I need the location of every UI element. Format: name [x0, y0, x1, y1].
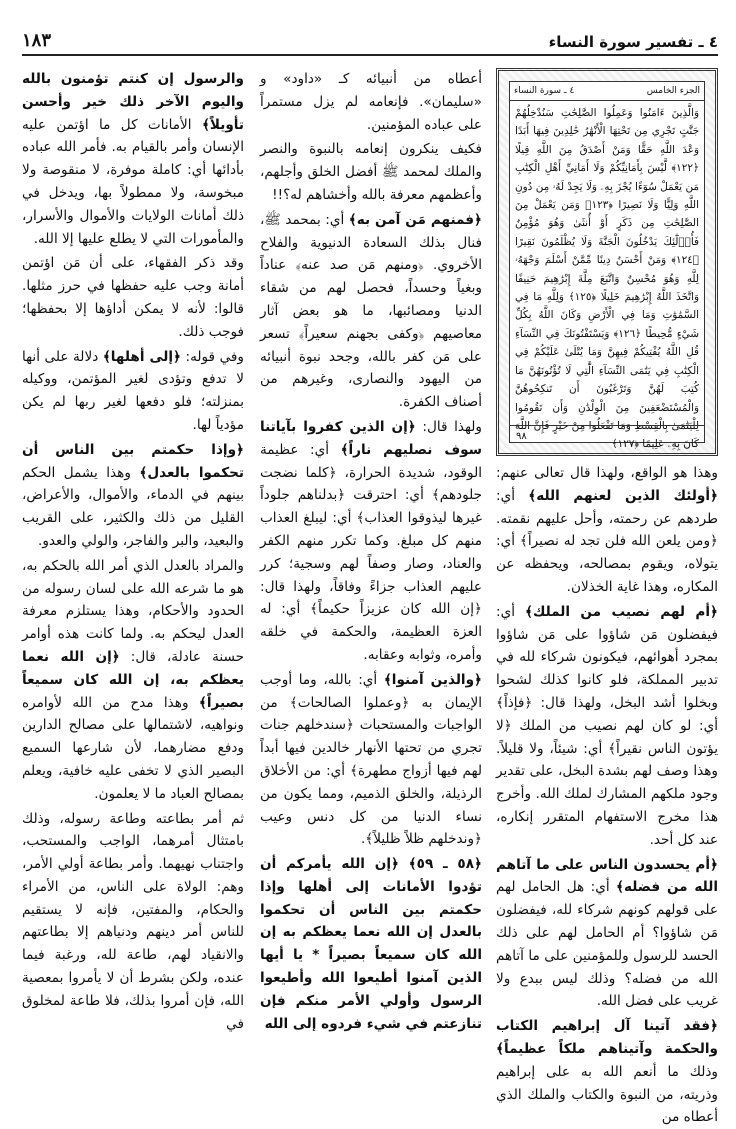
- quran-quote: ﴿٥٨ ـ ٥٩﴾ ﴿إن الله يأمركم أن تؤدوا الأمانات إلى أهلها وإذا حكمتم بين الناس أن تحكموا بالعدل إن الله نعما يعظكم به إن الله كان سميعاً بصيراً * يا أيها الذين آمنوا أطيعوا الله وأطيعوا الرسول وأولي الأمر منكم فإن تنازعتم في شيء فردوه إلى الله: [260, 856, 482, 1032]
- column-middle-text: [260, 68, 482, 1035]
- commentary-text: دلالة على أنها لا تدفع وتؤدى لغير المؤتمن، ووكيله بمنزلته؛ فلو دفعها لغير ربها لم يكن مؤدياً لها.: [22, 348, 244, 433]
- commentary-text: وقد ذكر الفقهاء، على أن مَن اؤتمن أمانة وجب عليه حفظها في حرز مثلها. قالوا: لأنه لا يمكن أداؤها إلا بحفظها؛ فوجب ذلك.: [22, 255, 244, 340]
- quran-quote: ﴿إن الله نعما يعظكم به، إن الله كان سميعاً بصيراً﴾: [22, 648, 244, 711]
- quran-quote: ﴿أم لهم نصيب من الملك﴾: [524, 603, 718, 620]
- quran-quote: ﴿وإذا حكمتم بين الناس أن تحكموا بالعدل﴾: [22, 441, 244, 481]
- paragraph: [496, 854, 718, 1014]
- commentary-text: أي: عظيمة الوقود، شديدة الحرارة، ﴿كلما نضجت جلودهم﴾ أي: احترقت ﴿بدلناهم جلوداً غيرها ليذوقوا العذاب﴾ أي: ليبلغ العذاب منهم كل مبلغ. وكما تكرر منهم الكفر والعناد، وصار وصفاً لهم وسجية؛ كرر عليهم العذاب جزاءً وفاقاً، ولهذا قال: ﴿إن الله كان عزيزاً حكيماً﴾ أي: له العزة العظيمة، والحكمة في خلقه وأمره، وثوابه وعقابه.: [260, 441, 482, 663]
- mushaf-panel: [496, 68, 718, 456]
- mushaf-frame: [509, 81, 705, 451]
- paragraph: [22, 252, 244, 343]
- commentary-text: ولهذا قال:: [415, 418, 482, 435]
- quran-quote: ﴿إلى أهلها﴾: [102, 348, 181, 365]
- paragraph: [260, 138, 482, 206]
- commentary-text: الأمانات كل ما اؤتمن عليه الإنسان وأمر بالقيام به. فأمر الله عباده بأدائها أي: كاملة موفرة، لا منقوصة ولا مبخوسة، ولا ممطولاً بها، ويدخل في ذلك أمانات الولايات والأموال والأسرار، والمأمورات التي لا يطلع عليها إلا الله.: [22, 116, 244, 247]
- paragraph: [496, 601, 718, 852]
- commentary-text: وهذا هو الواقع، ولهذا قال تعالى عنهم:: [496, 465, 718, 481]
- column-left: [22, 68, 244, 1098]
- paragraph: [260, 416, 482, 667]
- paragraph: [22, 439, 244, 553]
- running-title: ٤ ـ تفسير سورة النساء: [548, 33, 718, 51]
- quran-quote: ﴿أولئك الذين لعنهم الله﴾: [528, 487, 718, 504]
- mushaf-footer: [510, 425, 704, 442]
- commentary-text: وفي قوله:: [180, 348, 244, 365]
- paragraph: [22, 346, 244, 437]
- book-page: [22, 22, 718, 1126]
- page-header: [22, 22, 718, 56]
- commentary-text: أي: فيفضلون مَن شاؤوا على مَن شاؤوا بمجرد أهوائهم، فيكونون شركاء لله في تدبير المملكة، فلو كانوا كذلك لشحوا وبخلوا أشد البخل، ولهذا قال: ﴿فإذاً﴾ أي: لو كان لهم نصيب من الملك ﴿لا يؤتون الناس نقيراً﴾ أي: شيئاً، ولا قليلاً. وهذا وصف لهم بشدة البخل، على تقدير وجود ملكهم المشارك لملك الله. وأخرج هذا مخرج الاستفهام المتقرر إنكاره، عند كل أحد.: [496, 603, 718, 848]
- mushaf-verses: وَالَّذِينَ ءَامَنُوا وَعَمِلُوا الصَّٰلِحَٰتِ سَنُدْخِلُهُمْ جَنَّٰتٍ تَجْرِي مِن تَحْتِهَا الْأَنْهَٰرُ خَٰلِدِينَ فِيهَا أَبَدًا وَعْدَ اللَّهِ حَقًّا وَمَنْ أَصْدَقُ مِنَ اللَّهِ قِيلًا ﴿١٢٢﴾ لَّيْسَ بِأَمَانِيِّكُمْ وَلَا أَمَانِيِّ أَهْلِ الْكِتَٰبِ مَن يَعْمَلْ سُوٓءًا يُجْزَ بِهِۦ وَلَا يَجِدْ لَهُۥ مِن دُونِ اللَّهِ وَلِيًّا وَلَا نَصِيرًا ﴿١٢٣﴾ وَمَن يَعْمَلْ مِنَ الصَّٰلِحَٰتِ مِن ذَكَرٍ أَوْ أُنثَىٰ وَهُوَ مُؤْمِنٌ فَأُو۟لَٰٓئِكَ يَدْخُلُونَ الْجَنَّةَ وَلَا يُظْلَمُونَ نَقِيرًا ﴿١٢٤﴾ وَمَنْ أَحْسَنُ دِينًا مِّمَّنْ أَسْلَمَ وَجْهَهُۥ لِلَّهِ وَهُوَ مُحْسِنٌ وَاتَّبَعَ مِلَّةَ إِبْرَٰهِيمَ حَنِيفًا وَاتَّخَذَ اللَّهُ إِبْرَٰهِيمَ خَلِيلًا ﴿١٢٥﴾ وَلِلَّهِ مَا فِي السَّمَٰوَٰتِ وَمَا فِي الْأَرْضِ وَكَانَ اللَّهُ بِكُلِّ شَيْءٍ مُّحِيطًا ﴿١٢٦﴾ وَيَسْتَفْتُونَكَ فِي النِّسَآءِ قُلِ اللَّهُ يُفْتِيكُمْ فِيهِنَّ وَمَا يُتْلَىٰ عَلَيْكُمْ فِي الْكِتَٰبِ فِي يَتَٰمَى النِّسَآءِ الَّٰتِي لَا تُؤْتُونَهُنَّ مَا كُتِبَ لَهُنَّ وَتَرْغَبُونَ أَن تَنكِحُوهُنَّ وَالْمُسْتَضْعَفِينَ مِنَ الْوِلْدَٰنِ وَأَن تَقُومُوا لِلْيَتَٰمَىٰ بِالْقِسْطِ وَمَا تَفْعَلُوا مِنْ خَيْرٍ فَإِنَّ اللَّهَ كَانَ بِهِۦ عَلِيمًا ﴿١٢٧﴾: [515, 107, 700, 451]
- mushaf-surah-label: ٤ ـ سورة النساء: [514, 85, 575, 96]
- column-right-text: [496, 462, 718, 1129]
- commentary-text: وذلك ما أنعم الله به على إبراهيم وذريته، من النبوة والكتاب والملك الذي أعطاه من: [496, 1063, 718, 1126]
- commentary-text: أعطاه من أنبيائه كـ «داود» و «سليمان». فإنعامه لم يزل مستمراً على عباده المؤمنين.: [260, 71, 482, 133]
- commentary-text: أي: طردهم عن رحمته، وأحل عليهم نقمته. ﴿ومن يلعن الله فلن تجد له نصيراً﴾ أي: يتولاه، ويقوم بمصالحه، ويحفظه عن المكاره، وهذا غاية الخذلان.: [496, 487, 718, 595]
- paragraph: [22, 808, 244, 1036]
- quran-quote: ﴿فقد آتينا آل إبراهيم الكتاب والحكمة وآتيناهم ملكاً عظيماً﴾: [496, 1018, 718, 1057]
- commentary-text: أي: بمحمد ﷺ، فنال بذلك السعادة الدنيوية والفلاح الأخروي. ﴿ومنهم مَن صد عنه﴾ عناداً وبغياً وحسداً، فحصل لهم من شقاء الدنيا ومصائبها، ما هو بعض آثار معاصيهم ﴿وكفى بجهنم سعيراً﴾ تسعر على مَن كفر بالله، وجحد نبوة أنبيائه من اليهود والنصارى، وغيرهم من أصناف الكفرة.: [260, 211, 482, 411]
- paragraph: [260, 853, 482, 1035]
- paragraph: [496, 1015, 718, 1129]
- commentary-text: أي: هل الحامل لهم على قولهم كونهم شركاء لله، فيفضلون مَن شاؤوا؟ أم الحامل لهم على ذلك الحسد للرسول وللمؤمنين على ما آتاهم الله من فضله؟ وذلك ليس ببدع ولا غريب على فضل الله.: [496, 879, 718, 1010]
- quran-quote: ﴿فمنهم مَن آمن به﴾: [348, 211, 482, 228]
- paragraph: [260, 209, 482, 414]
- mushaf-juz-label: الجزء الخامس: [646, 85, 700, 96]
- column-left-text: [22, 68, 244, 1035]
- paragraph: [260, 669, 482, 851]
- paragraph: [22, 555, 244, 806]
- column-right: [496, 68, 718, 1126]
- commentary-text: والمراد بالعدل الذي أمر الله بالحكم به، هو ما شرعه الله على لسان رسوله من الحدود والأحكام، وهذا يستلزم معرفة العدل ليحكم به. ولما كانت هذه أوامر حسنة عادلة، قال:: [22, 557, 244, 665]
- commentary-text: أي: بالله، وما أوجب الإيمان به ﴿وعملوا الصالحات﴾ من الواجبات والمستحبات ﴿سندخلهم جنات تجري من تحتها الأنهار خالدين فيها أبداً لهم فيها أزواج مطهرة﴾ أي: من الأخلاق الرذيلة، والخلق الذميم، ومما يكون من نساء الدنيا من كل دنس وعيب ﴿وندخلهم ظلاً ظليلاً﴾.: [260, 671, 482, 848]
- commentary-text: فكيف ينكرون إنعامه بالنبوة والنصر والملك لمحمد ﷺ أفضل الخلق وأجلهم، وأعظمهم معرفة بالله وأخشاهم له؟!!: [260, 141, 482, 203]
- page-number: ١٨٣: [22, 30, 52, 51]
- paragraph: [22, 68, 244, 250]
- commentary-text: ثم أمر بطاعته وطاعة رسوله، وذلك بامتثال أمرهما، الواجب والمستحب، واجتناب نهيهما. وأمر بطاعة أولي الأمر، وهم: الولاة على الناس، من الأمراء والحكام، والمفتين، فإنه لا يستقيم للناس أمر دينهم ودنياهم إلا بطاعتهم والانقياد لهم، طاعة لله، ورغبة فيما عنده، ولكن بشرط أن لا يأمروا بمعصية الله، فإن أمروا بذلك، فلا طاعة لمخلوق في: [22, 810, 244, 1032]
- paragraph: [496, 462, 718, 599]
- commentary-text: وهذا يشمل الحكم بينهم في الدماء، والأموال، والأعراض، القليل من ذلك والكثير، على القريب والبعيد، والبر والفاجر، والولي والعدو.: [22, 464, 244, 549]
- paragraph: [260, 68, 482, 136]
- commentary-text: وهذا مدح من الله لأوامره ونواهيه، لاشتمالها على مصالح الدارين ودفع مضارهما، لأن شارعها السميع البصير الذي لا تخفى عليه خافية، ويعلم بمصالح العباد ما لا يعلمون.: [22, 694, 244, 802]
- quran-quote: ﴿أم يحسدون الناس على ما آتاهم الله من فضله﴾: [496, 856, 718, 896]
- quran-quote: ﴿والذين آمنوا﴾: [383, 671, 483, 688]
- mushaf-page-number: ٩٨: [516, 431, 527, 442]
- quran-quote: ﴿إن الذين كفروا بآياتنا سوف نصليهم ناراً﴾: [260, 418, 482, 458]
- quran-quote: والرسول إن كنتم تؤمنون بالله واليوم الآخر ذلك خير وأحسن تأويلاً﴾: [22, 71, 244, 133]
- column-middle: [260, 68, 482, 1098]
- mushaf-header: [510, 82, 704, 101]
